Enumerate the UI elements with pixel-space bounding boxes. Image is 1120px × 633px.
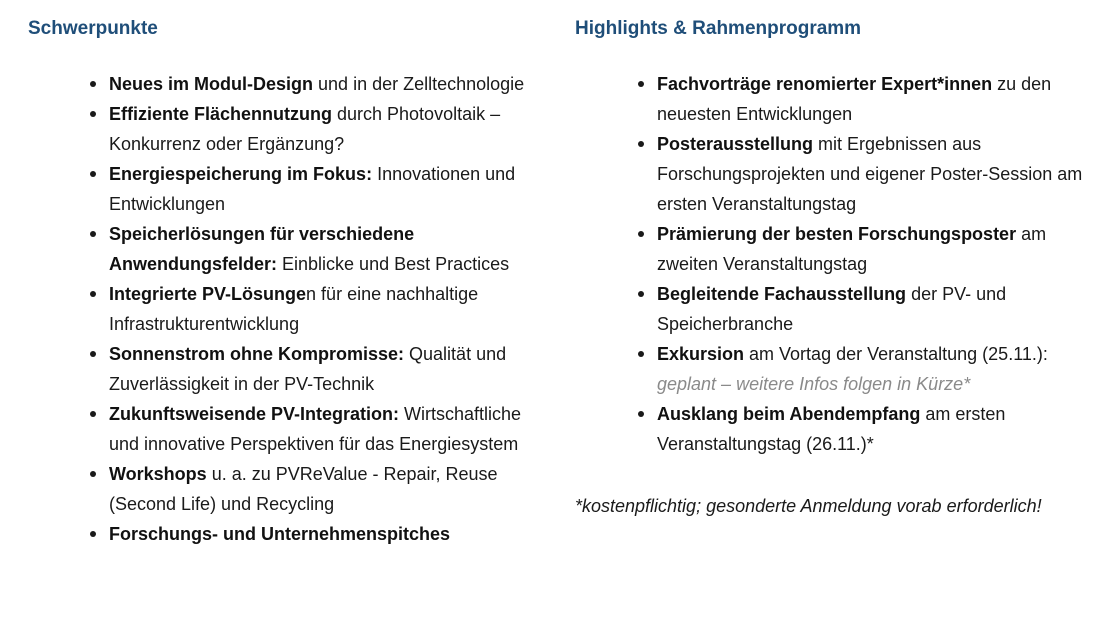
item-text: n für eine nachhaltige Infrastrukturentwicklung xyxy=(109,284,479,334)
list-item xyxy=(28,399,548,459)
list-item xyxy=(28,159,548,219)
focus-topics-list xyxy=(28,69,548,549)
item-text: am Vortag der Veranstaltung (25.11.): xyxy=(744,344,1048,364)
item-bold: Ausklang beim Abendempfang xyxy=(657,404,921,424)
list-item xyxy=(575,279,1105,339)
list-item xyxy=(575,399,1105,459)
item-bold: Speicherlösungen für verschiedene Anwendungsfelder: xyxy=(109,224,415,274)
item-text: am ersten Veranstaltungstag (26.11.)* xyxy=(657,404,1006,454)
item-bold: Effiziente Flächennutzung xyxy=(109,104,332,124)
list-item xyxy=(575,219,1105,279)
item-text: der PV- und Speicherbranche xyxy=(657,284,1007,334)
item-text: zu den neuesten Entwicklungen xyxy=(657,74,1052,124)
item-bold: Begleitende Fachausstellung xyxy=(657,284,907,304)
item-text: mit Ergebnissen aus Forschungsprojekten und eigener Poster-Session am ersten Veranstaltungstag xyxy=(657,134,1083,214)
highlights-heading: Highlights & Rahmenprogramm xyxy=(575,18,862,39)
item-text: Einblicke und Best Practices xyxy=(277,254,510,274)
item-bold: Forschungs- und Unternehmenspitches xyxy=(109,524,451,544)
item-bold: Workshops xyxy=(109,464,207,484)
footnote: *kostenpflichtig; gesonderte Anmeldung vorab erforderlich! xyxy=(575,496,1042,516)
list-item xyxy=(575,69,1105,129)
item-text: Innovationen und Entwicklungen xyxy=(109,164,516,214)
item-text: Qualität und Zuverlässigkeit in der PV-Technik xyxy=(109,344,507,394)
item-bold: Integrierte PV-Lösunge xyxy=(109,284,307,304)
list-item xyxy=(28,279,548,339)
list-item xyxy=(28,69,548,99)
list-item xyxy=(28,459,548,519)
highlights-column xyxy=(575,0,1105,521)
item-note: geplant – weitere Infos folgen in Kürze* xyxy=(657,374,971,394)
item-bold: Energiespeicherung im Fokus: xyxy=(109,164,373,184)
item-text: durch Photovoltaik – Konkurrenz oder Ergänzung? xyxy=(109,104,501,154)
list-item xyxy=(28,99,548,159)
item-bold: Exkursion xyxy=(657,344,745,364)
item-bold: Neues im Modul-Design xyxy=(109,74,314,94)
list-item xyxy=(28,339,548,399)
item-bold: Zukunftsweisende PV-Integration: xyxy=(109,404,400,424)
focus-topics-heading: Schwerpunkte xyxy=(28,18,158,39)
list-item xyxy=(575,339,1105,399)
item-bold: Sonnenstrom ohne Kompromisse: xyxy=(109,344,405,364)
list-item xyxy=(575,129,1105,219)
item-text: u. a. zu PVReValue - Repair, Reuse (Second Life) und Recycling xyxy=(109,464,498,514)
focus-topics-column xyxy=(28,0,548,549)
item-text: Wirtschaftliche und innovative Perspektiven für das Energiesystem xyxy=(109,404,522,454)
highlights-list xyxy=(575,69,1105,459)
item-text: und in der Zelltechnologie xyxy=(313,74,525,94)
item-bold: Prämierung der besten Forschungsposter xyxy=(657,224,1017,244)
item-text: am zweiten Veranstaltungstag xyxy=(657,224,1047,274)
list-item xyxy=(28,219,548,279)
item-bold: Posterausstellung xyxy=(657,134,814,154)
list-item xyxy=(28,519,548,549)
item-bold: Fachvorträge renomierter Expert*innen xyxy=(657,74,993,94)
